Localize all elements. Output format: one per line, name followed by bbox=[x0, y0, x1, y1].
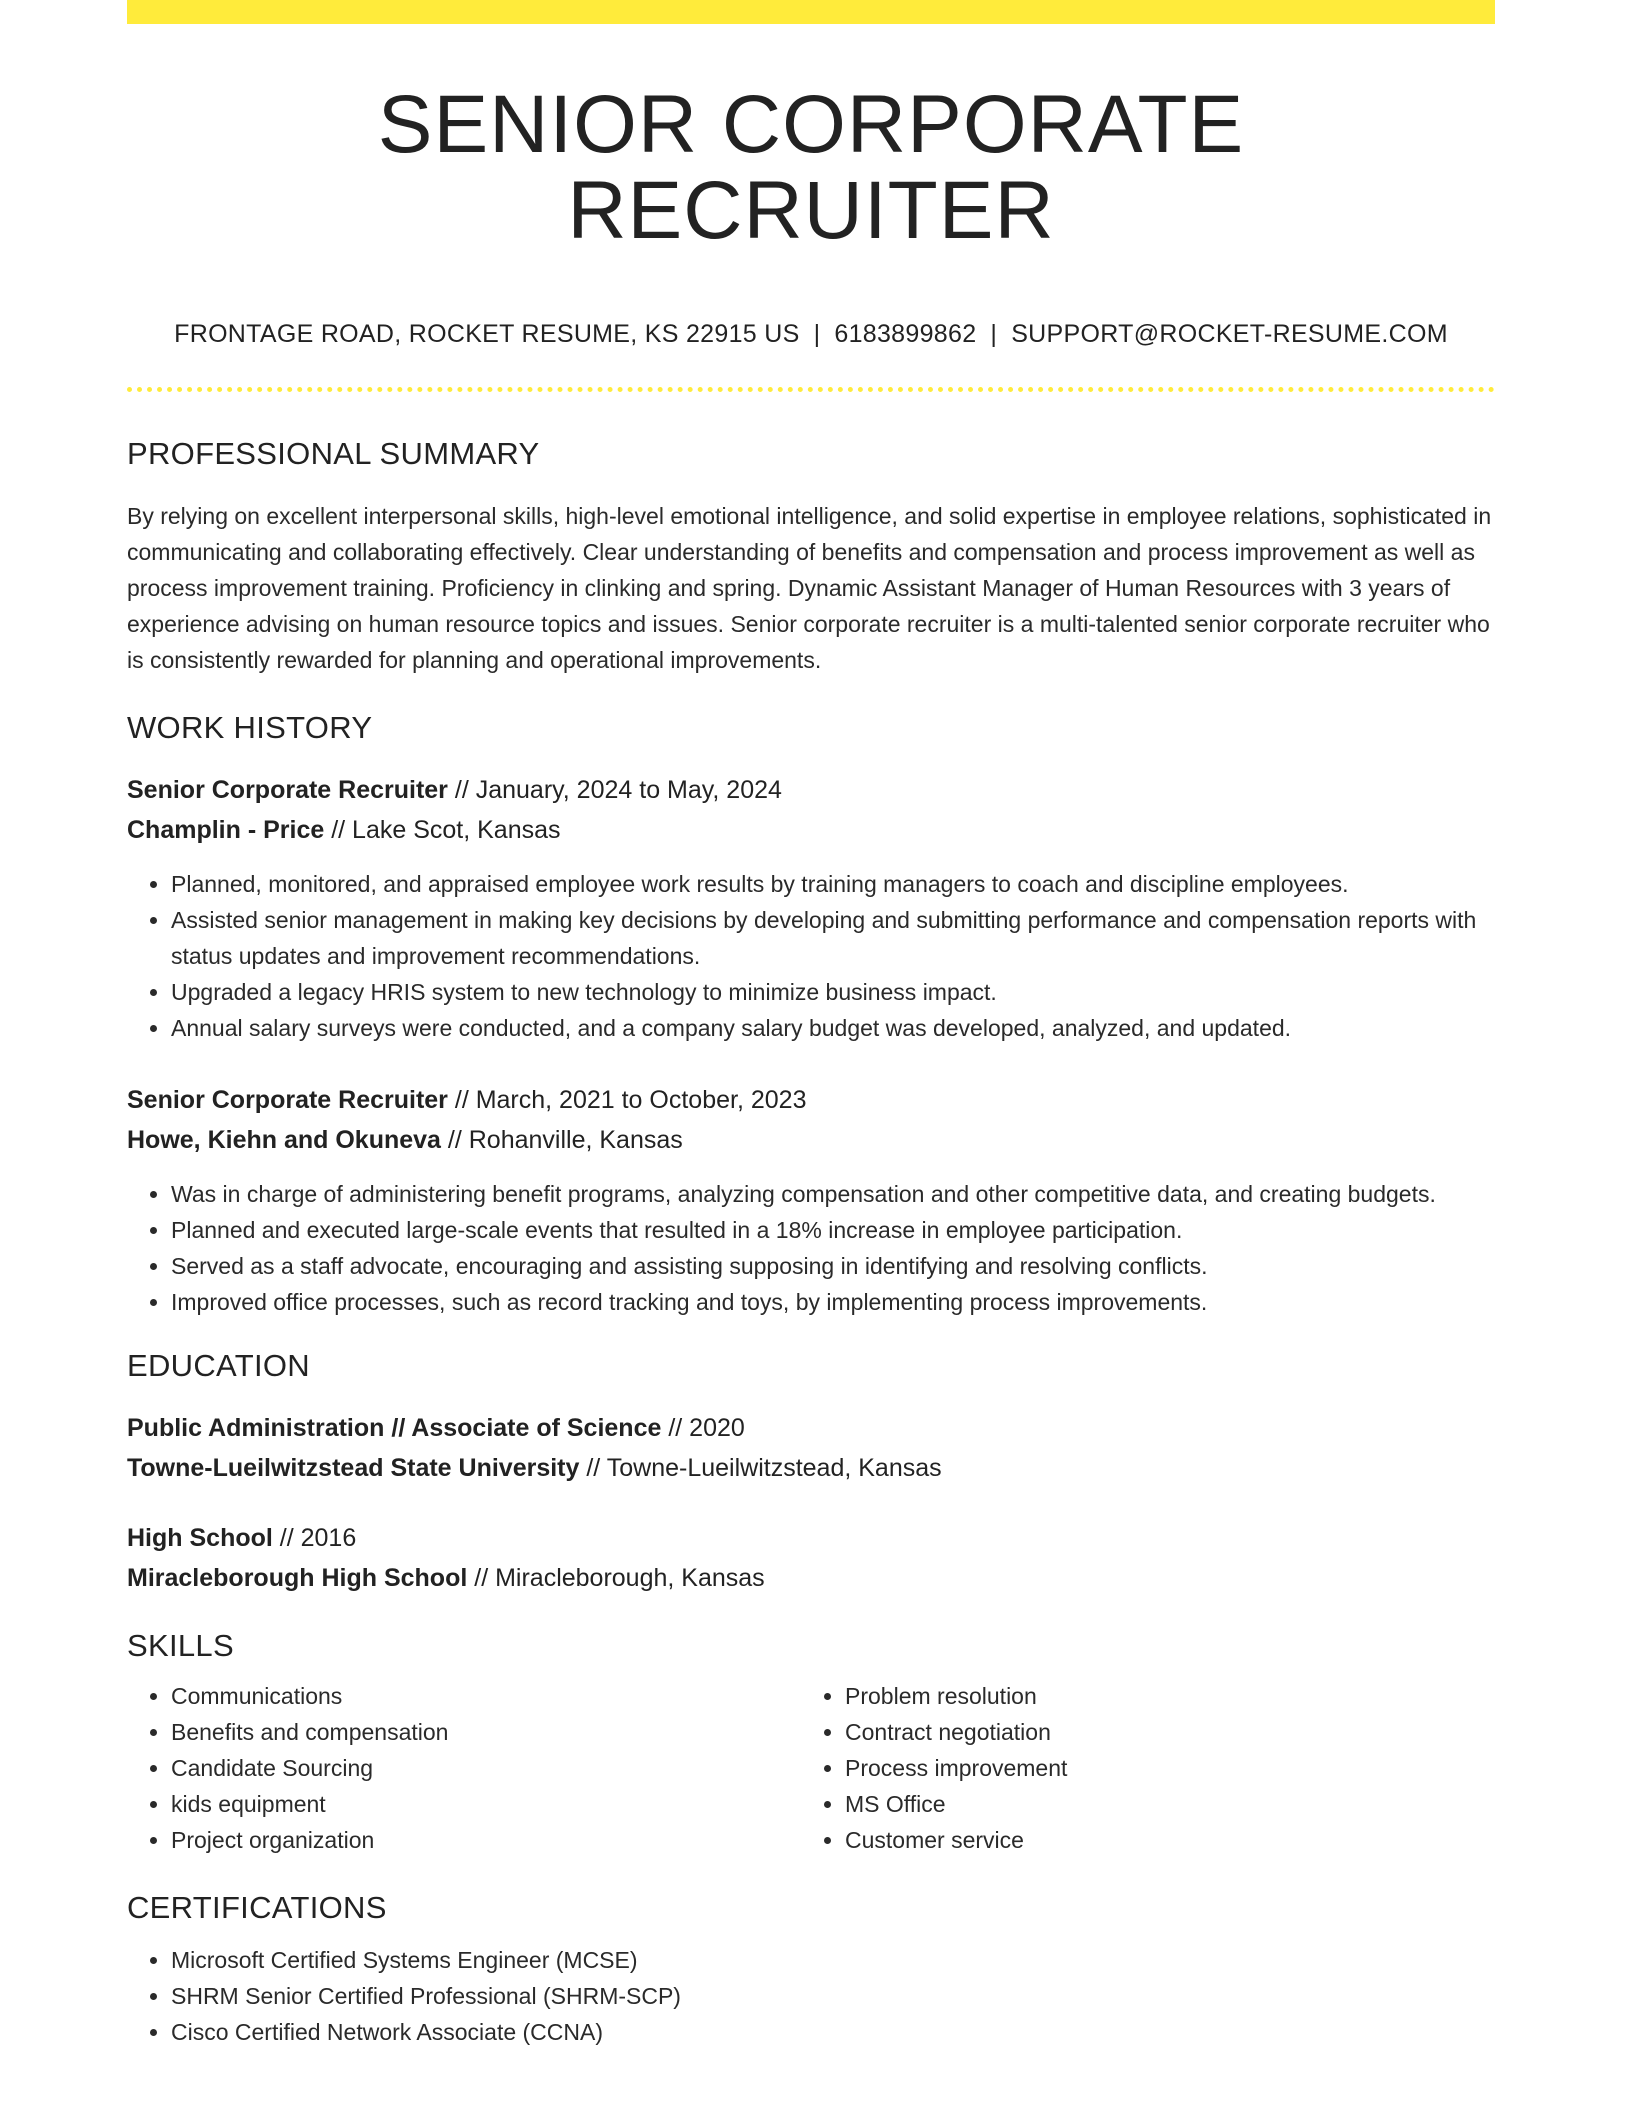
job-dates: // March, 2021 to October, 2023 bbox=[447, 1086, 807, 1115]
skills-list-right bbox=[801, 1678, 1475, 1858]
job-title: Senior Corporate Recruiter bbox=[127, 1086, 448, 1115]
certifications-heading: CERTIFICATIONS bbox=[127, 1890, 387, 1926]
education-entry bbox=[127, 1408, 1495, 1488]
certification-item: • SHRM Senior Certified Professional (SHRM-SCP) bbox=[171, 1978, 1495, 2014]
school-line bbox=[127, 1558, 1495, 1598]
skill-item: • Benefits and compensation bbox=[171, 1714, 801, 1750]
skills-columns bbox=[127, 1678, 1495, 1858]
summary-heading: PROFESSIONAL SUMMARY bbox=[127, 436, 540, 472]
contact-address: FRONTAGE ROAD, ROCKET RESUME, KS 22915 US bbox=[174, 320, 800, 349]
job-title: Senior Corporate Recruiter bbox=[127, 776, 448, 805]
job-bullet: • Was in charge of administering benefit programs, analyzing compensation and other competitive data, and creating budgets. bbox=[171, 1176, 1495, 1212]
degree-line bbox=[127, 1518, 1495, 1558]
job-bullet: • Improved office processes, such as record tracking and toys, by implementing process improvements. bbox=[171, 1284, 1495, 1320]
job-entry bbox=[127, 1080, 1495, 1320]
job-bullet: • Assisted senior management in making key decisions by developing and submitting performance and compensation reports with status updates and improvement recommendations. bbox=[171, 902, 1495, 974]
job-company: Howe, Kiehn and Okuneva bbox=[127, 1126, 441, 1155]
job-bullet: • Planned, monitored, and appraised employee work results by training managers to coach and discipline employees. bbox=[171, 866, 1495, 902]
certifications-list bbox=[127, 1942, 1495, 2050]
job-bullets bbox=[127, 866, 1495, 1046]
skill-item: • MS Office bbox=[845, 1786, 1475, 1822]
skill-item: • Contract negotiation bbox=[845, 1714, 1475, 1750]
job-bullet: • Upgraded a legacy HRIS system to new technology to minimize business impact. bbox=[171, 974, 1495, 1010]
job-bullet: • Planned and executed large-scale events that resulted in a 18% increase in employee participation. bbox=[171, 1212, 1495, 1248]
resume-title: SENIOR CORPORATE RECRUITER bbox=[377, 79, 1245, 257]
job-bullet: • Annual salary surveys were conducted, and a company salary budget was developed, analyzed, and updated. bbox=[171, 1010, 1495, 1046]
job-company-line bbox=[127, 810, 1495, 850]
school-location: // Miracleborough, Kansas bbox=[467, 1564, 765, 1593]
summary-text: By relying on excellent interpersonal skills, high-level emotional intelligence, and solid expertise in employee relations, sophisticated in communicating and collaborating effectively. Clear understanding of benefits and compensation and process improvement as well as process improvement training. Proficiency in clinking and spring. Dynamic Assistant Manager of Human Resources with 3 years of experience advising on human resource topics and issues. Senior corporate recruiter is a multi-talented senior corporate recruiter who is consistently rewarded for planning and operational improvements. bbox=[127, 503, 1492, 674]
job-location: // Lake Scot, Kansas bbox=[324, 816, 561, 845]
contact-phone: 6183899862 bbox=[834, 320, 977, 349]
dotted-divider bbox=[127, 387, 1495, 392]
accent-top-bar bbox=[127, 0, 1495, 24]
skills-list-left bbox=[127, 1678, 801, 1858]
school-name: Miracleborough High School bbox=[127, 1564, 468, 1593]
contact-separator: | bbox=[990, 320, 998, 349]
contact-separator: | bbox=[813, 320, 821, 349]
job-company: Champlin - Price bbox=[127, 816, 325, 845]
job-bullets bbox=[127, 1176, 1495, 1320]
job-location: // Rohanville, Kansas bbox=[440, 1126, 683, 1155]
degree: Public Administration // Associate of Science bbox=[127, 1414, 662, 1443]
education-heading: EDUCATION bbox=[127, 1348, 310, 1384]
contact-email: SUPPORT@ROCKET-RESUME.COM bbox=[1011, 320, 1448, 349]
certification-item: • Cisco Certified Network Associate (CCNA) bbox=[171, 2014, 1495, 2050]
job-company-line bbox=[127, 1120, 1495, 1160]
graduation-year: // 2020 bbox=[661, 1414, 745, 1443]
skill-item: • Communications bbox=[171, 1678, 801, 1714]
degree-line bbox=[127, 1408, 1495, 1448]
job-entry bbox=[127, 770, 1495, 1046]
skill-item: • Project organization bbox=[171, 1822, 801, 1858]
school-name: Towne-Lueilwitzstead State University bbox=[127, 1454, 580, 1483]
job-title-line bbox=[127, 1080, 1495, 1120]
school-line bbox=[127, 1448, 1495, 1488]
work-history-heading: WORK HISTORY bbox=[127, 710, 373, 746]
contact-line bbox=[127, 320, 1495, 349]
skill-item: • Problem resolution bbox=[845, 1678, 1475, 1714]
skill-item: • Customer service bbox=[845, 1822, 1475, 1858]
job-dates: // January, 2024 to May, 2024 bbox=[447, 776, 782, 805]
graduation-year: // 2016 bbox=[272, 1524, 357, 1553]
skill-item: • kids equipment bbox=[171, 1786, 801, 1822]
skills-heading: SKILLS bbox=[127, 1628, 234, 1664]
skill-item: • Candidate Sourcing bbox=[171, 1750, 801, 1786]
degree: High School bbox=[127, 1524, 273, 1553]
certification-item: • Microsoft Certified Systems Engineer (MCSE) bbox=[171, 1942, 1495, 1978]
resume-page bbox=[127, 0, 1495, 2050]
job-title-line bbox=[127, 770, 1495, 810]
job-bullet: • Served as a staff advocate, encouraging and assisting supposing in identifying and resolving conflicts. bbox=[171, 1248, 1495, 1284]
skill-item: • Process improvement bbox=[845, 1750, 1475, 1786]
education-entry bbox=[127, 1518, 1495, 1598]
school-location: // Towne-Lueilwitzstead, Kansas bbox=[579, 1454, 942, 1483]
